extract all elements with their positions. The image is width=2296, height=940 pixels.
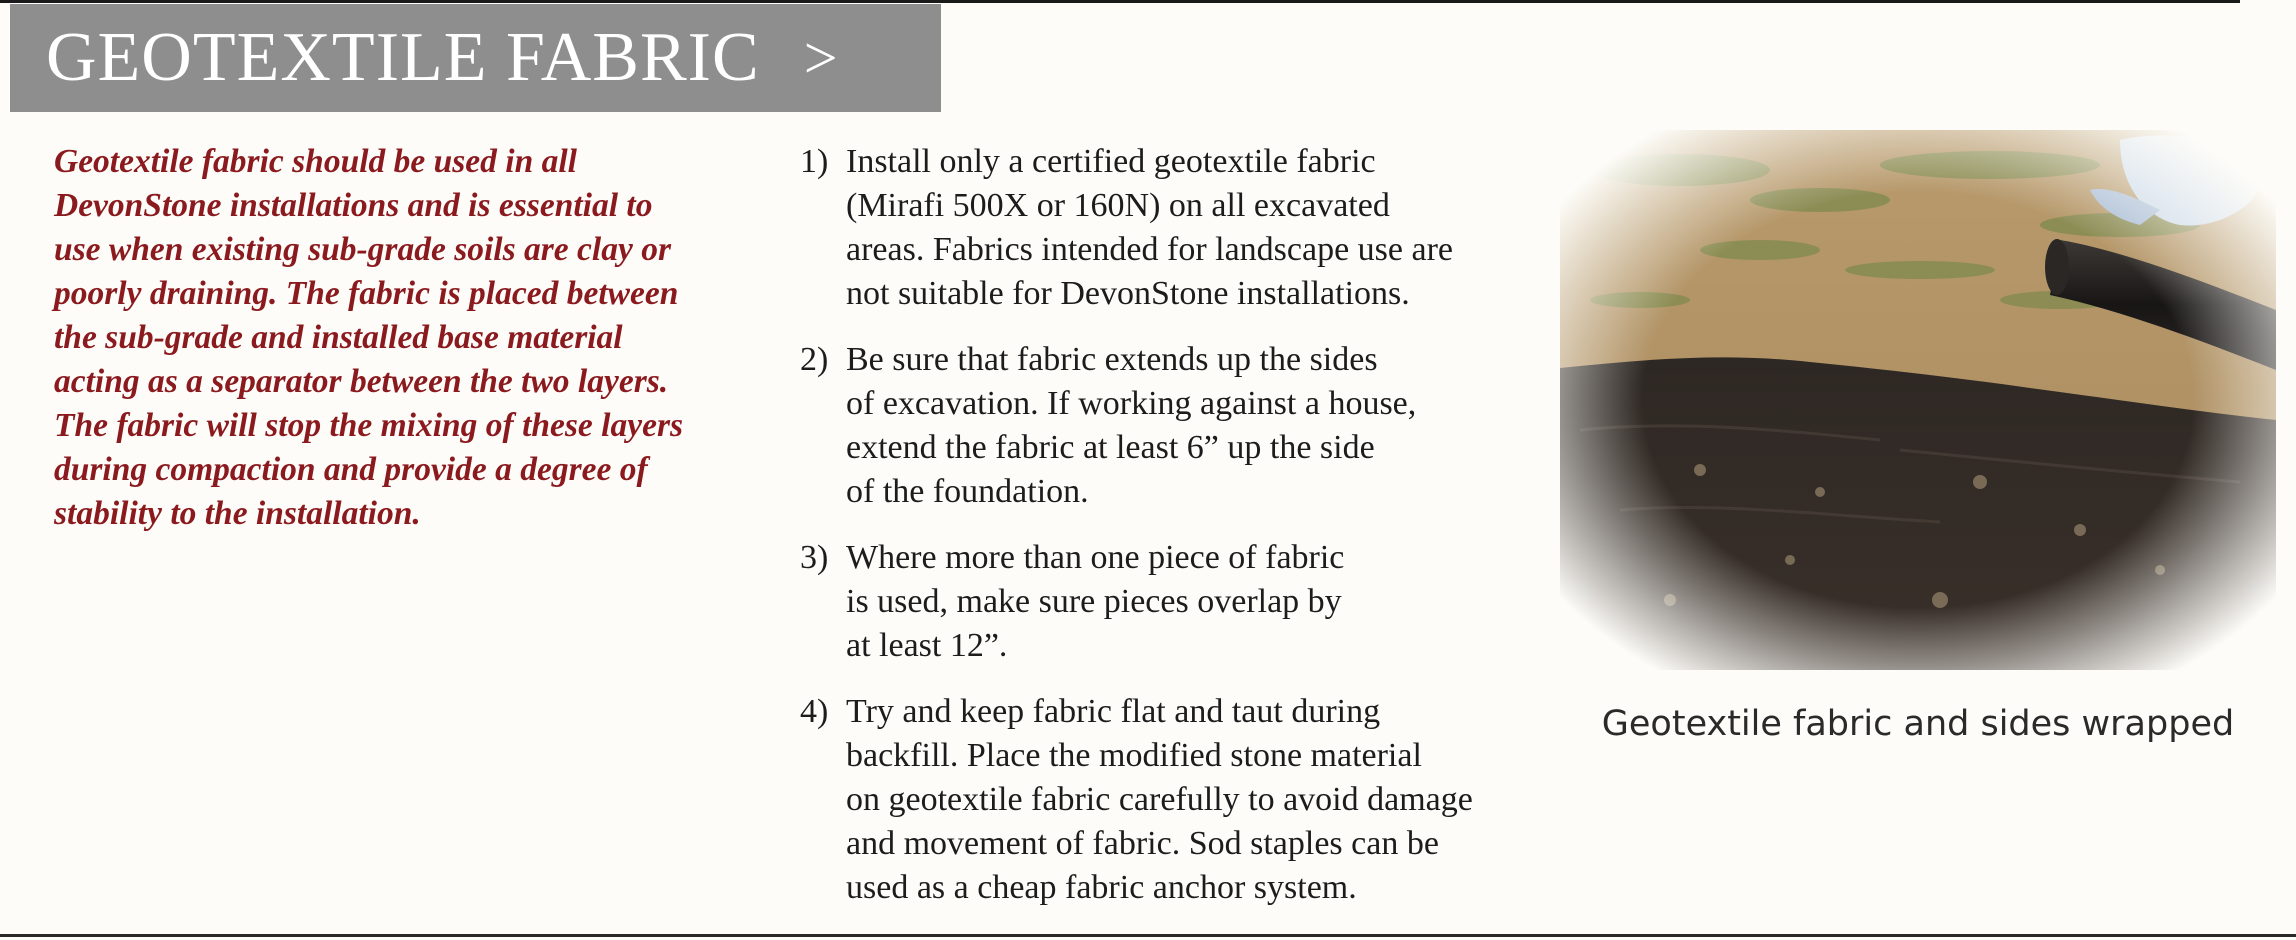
step-line: Try and keep fabric flat and taut during [846,693,1381,730]
instruction-item [800,140,1520,316]
photo-caption: Geotextile fabric and sides wrapped [1601,704,2235,744]
step-line: Install only a certified geotextile fabric [846,143,1376,180]
step-line: not suitable for DevonStone installations. [846,275,1410,312]
step-line: extend the fabric at least 6” up the side [846,429,1375,466]
intro-line: the sub-grade and installed base material [54,319,623,356]
step-number: 4) [800,693,829,730]
step-line: (Mirafi 500X or 160N) on all excavated [846,187,1390,224]
instruction-item [800,536,1520,668]
bottom-rule [0,934,2296,937]
intro-line: The fabric will stop the mixing of these layers [54,407,684,444]
top-rule [0,0,2240,3]
section-title: GEOTEXTILE FABRIC [46,19,760,96]
intro-line: DevonStone installations and is essential to [54,187,653,224]
chevron-right-icon: > [803,24,838,91]
step-line: on geotextile fabric carefully to avoid damage [846,781,1473,818]
intro-line: stability to the installation. [54,495,421,532]
intro-line: poorly draining. The fabric is placed between [54,275,679,312]
intro-line: acting as a separator between the two layers. [54,363,669,400]
step-line: and movement of fabric. Sod staples can be [846,825,1439,862]
step-line: used as a cheap fabric anchor system. [846,869,1357,906]
step-line: Be sure that fabric extends up the sides [846,341,1378,378]
step-number: 2) [800,341,829,378]
step-line: at least 12”. [846,627,1008,664]
step-line: backfill. Place the modified stone material [846,737,1422,774]
step-line: areas. Fabrics intended for landscape use are [846,231,1454,268]
instruction-item [800,690,1520,910]
geotextile-photo [1560,130,2276,670]
instruction-item [800,338,1520,514]
step-line: is used, make sure pieces overlap by [846,583,1342,620]
step-number: 1) [800,143,829,180]
step-line: of the foundation. [846,473,1089,510]
intro-line: use when existing sub-grade soils are clay or [54,231,672,268]
intro-paragraph [54,140,744,536]
intro-line: during compaction and provide a degree of [54,451,648,488]
step-number: 3) [800,539,829,576]
step-line: of excavation. If working against a house, [846,385,1417,422]
intro-line: Geotextile fabric should be used in all [54,143,577,180]
step-line: Where more than one piece of fabric [846,539,1345,576]
instruction-list [800,140,1520,932]
section-title-bar [10,4,941,112]
